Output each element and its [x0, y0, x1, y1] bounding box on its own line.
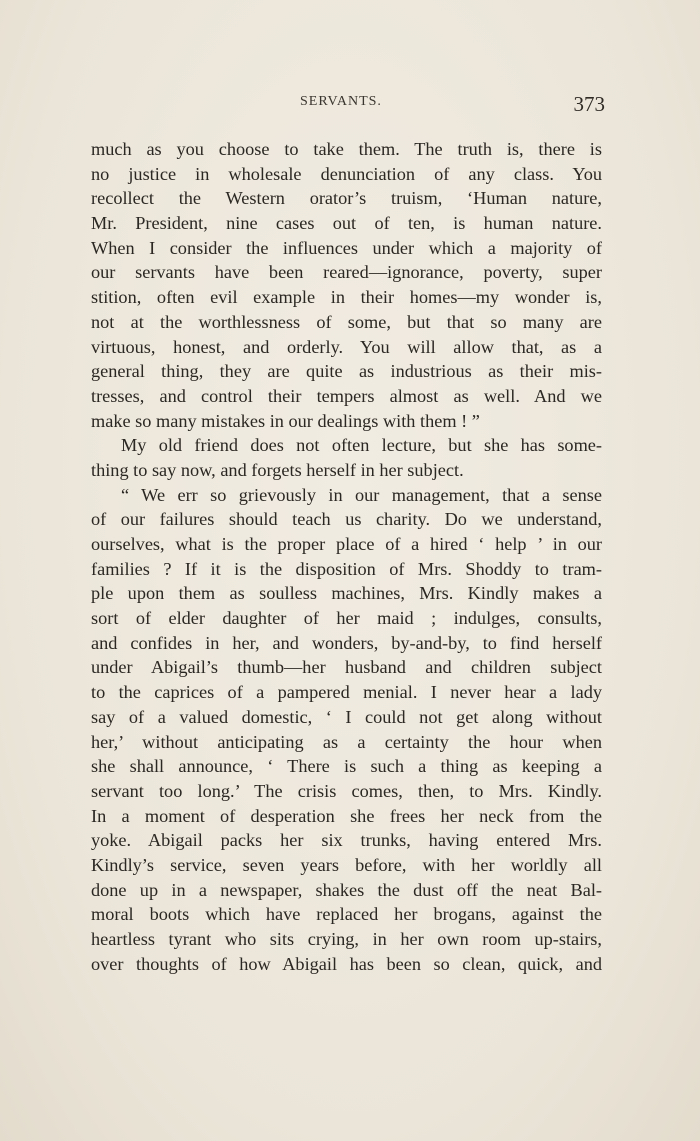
text-line: no justice in wholesale denunciation of any class. You	[91, 163, 602, 184]
text-line: done up in a newspaper, shakes the dust off the neat Bal-	[91, 879, 602, 900]
text-line: sort of elder daughter of her maid ; indulges, consults,	[91, 608, 602, 629]
text-line: “ We err so grievously in our management, that a sense	[121, 484, 602, 505]
text-line: say of a valued domestic, ‘ I could not get along without	[91, 706, 602, 727]
text-line: over thoughts of how Abigail has been so clean, quick, and	[91, 953, 602, 974]
text-line: to the caprices of a pampered menial. I never hear a lady	[91, 682, 602, 703]
text-line: she shall announce, ‘ There is such a thing as keeping a	[91, 756, 602, 777]
text-line: heartless tyrant who sits crying, in her own room up-stairs,	[91, 929, 602, 949]
running-head	[300, 92, 605, 120]
text-line: Kindly’s service, seven years before, with her worldly all	[91, 854, 602, 875]
text-line: In a moment of desperation she frees her neck from the	[91, 805, 602, 826]
text-line: recollect the Western orator’s truism, ‘Human nature,	[91, 188, 602, 209]
text-line: general thing, they are quite as industrious as their mis-	[91, 361, 602, 382]
text-line: virtuous, honest, and orderly. You will allow that, as a	[91, 336, 602, 357]
text-line: make so many mistakes in our dealings with them ! ”	[91, 410, 480, 431]
text-line: families ? If it is the disposition of Mrs. Shoddy to tram-	[91, 558, 602, 579]
text-line: her,’ without anticipating as a certainty the hour when	[91, 731, 602, 752]
text-line: tresses, and control their tempers almost as well. And we	[91, 385, 602, 406]
text-line: our servants have been reared—ignorance, poverty, super	[91, 262, 602, 283]
text-line: yoke. Abigail packs her six trunks, having entered Mrs.	[91, 830, 602, 851]
text-line: Mr. President, nine cases out of ten, is human nature.	[91, 213, 602, 234]
text-line: much as you choose to take them. The truth is, there is	[91, 139, 602, 159]
page-number: 373	[573, 92, 605, 116]
text-line: ourselves, what is the proper place of a hired ‘ help ’ in our	[91, 534, 602, 554]
text-line: not at the worthlessness of some, but that so many are	[91, 311, 602, 332]
text-line: stition, often evil example in their homes—my wonder is,	[91, 287, 602, 308]
text-line: ple upon them as soulless machines, Mrs. Kindly makes a	[91, 583, 602, 604]
body-text	[91, 137, 602, 976]
text-line: thing to say now, and forgets herself in her subject.	[91, 459, 464, 480]
text-line: servant too long.’ The crisis comes, then, to Mrs. Kindly.	[91, 780, 602, 801]
text-line: of our failures should teach us charity. Do we understand,	[91, 509, 602, 530]
text-line: When I consider the influences under which a majority of	[91, 237, 602, 258]
running-head-title: SERVANTS.	[300, 94, 382, 109]
text-line: and confides in her, and wonders, by-and-by, to find herself	[91, 632, 602, 653]
text-line: My old friend does not often lecture, but she has some-	[121, 435, 602, 456]
text-line: moral boots which have replaced her brogans, against the	[91, 904, 602, 925]
text-line: under Abigail’s thumb—her husband and children subject	[91, 657, 602, 678]
